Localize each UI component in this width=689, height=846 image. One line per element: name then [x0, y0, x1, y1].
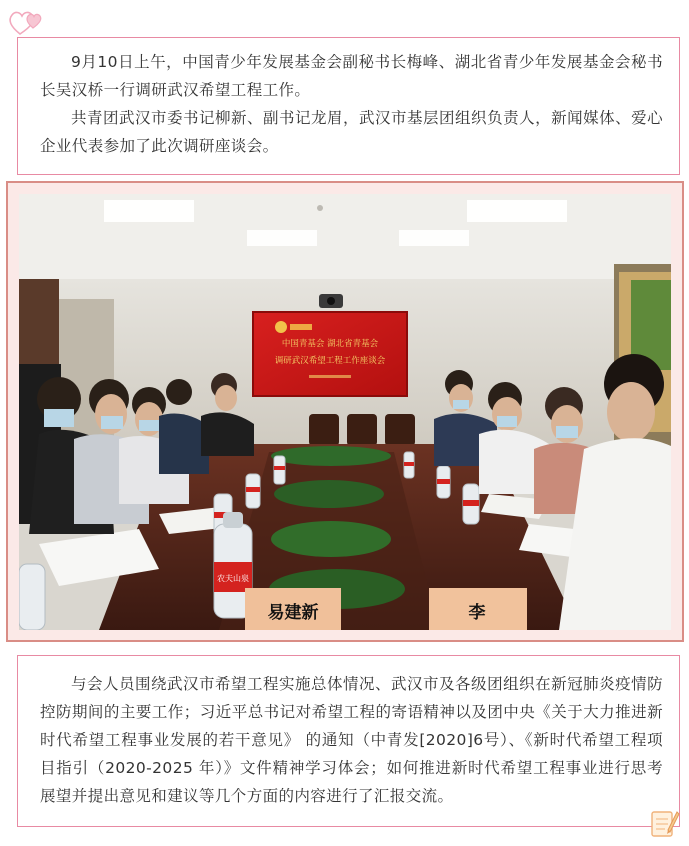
- screen-line-1: 中国青基会 湖北省青基会: [281, 339, 379, 349]
- intro-paragraph-2: 共青团武汉市委书记柳新、副书记龙眉，武汉市基层团组织负责人，新闻媒体、爱心企业代表参加了此次调研座谈会。: [40, 109, 663, 155]
- intro-paragraph-1: 9月10日上午，中国青少年发展基金会副秘书长梅峰、湖北省青少年发展基金会秘书长吴汉桥一行调研武汉希望工程工作。: [40, 53, 663, 99]
- summary-paragraph: 与会人员围绕武汉市希望工程实施总体情况、武汉市及各级团组织在新冠肺炎疫情防控防期间的主要工作；习近平总书记对希望工程的寄语精神以及团中央《关于大力推进新时代希望工程事业发展的若干意见》 的通知（中青发[2020]6号）、《新时代希望工程项目指引（2020-2025 年）》文件精神学习体会；如何推进新时代希望工程事业进行思考展望并提出意见和建议等几个方面的内容进行了汇报交流。: [40, 675, 663, 805]
- intro-text-card: [17, 37, 680, 175]
- pencil-notebook-icon: [648, 806, 680, 840]
- photo-frame: [6, 181, 684, 642]
- nameplate-right: 李: [468, 603, 486, 623]
- meeting-photo: [19, 194, 671, 630]
- summary-text-card: [17, 655, 680, 827]
- screen-line-2: 调研武汉希望工程工作座谈会: [274, 356, 386, 366]
- bottle-label: 农夫山泉: [217, 574, 249, 583]
- hearts-ornament-icon: [6, 6, 50, 38]
- nameplate-left: 易建新: [267, 603, 319, 623]
- meeting-photo-illustration: [19, 194, 671, 630]
